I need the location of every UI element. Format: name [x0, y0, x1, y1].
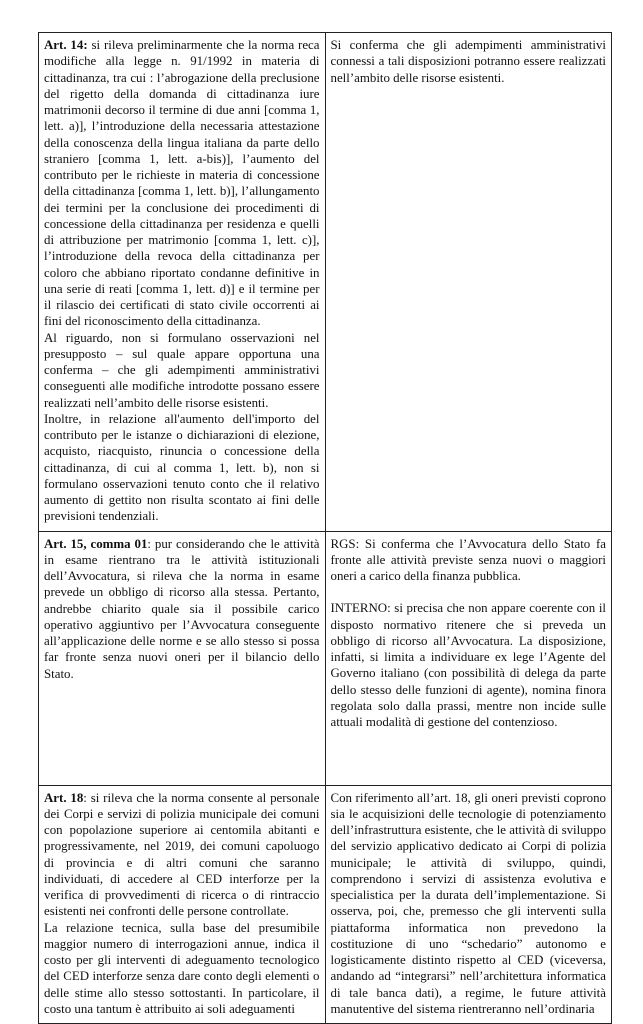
table-row	[39, 531, 612, 785]
response-cell	[325, 33, 612, 532]
paragraph	[44, 790, 320, 920]
paragraph-text: si rileva preliminarmente che la norma reca modifiche alla legge n. 91/1992 in materia di cittadinanza, tra cui : l’abrogazione della preclusione del rigetto della domanda di cittadinanza iure matrimonii decorso il termine di due anni [comma 1, lett. a)], l’introduzione della necessaria attestazione della conoscenza della lingua italiana da parte dello straniero [comma 1, lett. a-bis)], l’aumento del contributo per le richieste in materia di concessione della cittadinanza [comma 1, lett. b)], l’allungamento dei termini per la conclusione dei procedimenti di concessione della cittadinanza per residenza e quelli di attribuzione per matrimonio [comma 1, lett. c)], l’introduzione della revoca della cittadinanza per coloro che abbiano riportato condanne definitive in una serie di reati [comma 1, lett. d)] e il termine per il rilascio dei certificati di stato civile occorrenti ai fini del riconoscimento della cittadinanza.	[44, 38, 320, 329]
response-cell	[325, 785, 612, 1024]
table-row	[39, 785, 612, 1024]
paragraph: Al riguardo, non si formulano osservazioni nel presupposto – sul quale appare opportuna una conferma – che gli adempimenti amministrativi conseguenti alle modifiche introdotte possano essere realizzati nell’ambito delle risorse esistenti.	[44, 330, 320, 410]
paragraph	[44, 536, 320, 682]
paragraph	[44, 37, 320, 330]
response-cell	[325, 531, 612, 785]
paragraph: La relazione tecnica, sulla base del presumibile maggior numero di interrogazioni annue, indica il costo per gli interventi di adeguamento tecnologico del CED interforze senza dare conto degli elementi o delle stime allo stesso sottostanti. In particolare, il costo una tantum è attribuito ai soli adeguamenti	[44, 920, 320, 1016]
observation-cell	[39, 33, 326, 532]
observation-cell	[39, 531, 326, 785]
paragraph-text: : si rileva che la norma consente al personale dei Corpi e servizi di polizia municipale dei comuni con popolazione superiore ai centomila abitanti e progressivamente, nel 2019, dei comuni capoluogo di provincia e di altri comuni che saranno individuati, di accedere al CED interforze per la verifica di provvedimenti di ricerca o di rintraccio esistenti nei confronti delle persone controllate.	[44, 790, 320, 919]
paragraph: Si conferma che gli adempimenti amministrativi connessi a tali disposizioni potranno essere realizzati nell’ambito delle risorse esistenti.	[330, 38, 606, 85]
document-page	[38, 32, 612, 1016]
paragraph: Inoltre, in relazione all'aumento dell'importo del contributo per le istanze o dichiarazioni di elezione, acquisto, riacquisto, rinuncia o concessione della cittadinanza, di cui al comma 1, lett. b), non si formulano osservazioni tenuto conto che il relativo aumento di gettito non risulta scontato ai fini delle previsioni tendenziali.	[44, 411, 320, 524]
article-heading: Art. 15, comma 01	[44, 536, 148, 551]
paragraph: INTERNO: si precisa che non appare coerente con il disposto normativo ritenere che si preveda un obbligo di ricorso all’Avvocatura. La disposizione, infatti, si limita a individuare ex lege l’Agente del Governo italiano (con possibilità di delega da parte dello stesso delle funzioni di agente), nomina finora regolata solo dalla prassi, mentre non incide sulle attuali modalità di gestione del contenzioso.	[330, 601, 606, 729]
table-row	[39, 33, 612, 532]
article-heading: Art. 18	[44, 790, 84, 805]
observation-cell	[39, 785, 326, 1024]
paragraph-text: : pur considerando che le attività in esame rientrano tra le attività istituzionali dell’Avvocatura, si rileva che la norma in esame prevede un obbligo di ricorso alla stessa. Pertanto, andrebbe chiarito quale sia il possibile carico operativo aggiuntivo per l’Avvocatura conseguente all’applicazione delle norme e se allo stesso si possa far fronte senza nuovi oneri per il bilancio dello Stato.	[44, 536, 320, 681]
paragraph: Con riferimento all’art. 18, gli oneri previsti coprono sia le acquisizioni delle tecnologie di potenziamento dell’infrastruttura esistente, che le attività di sviluppo del servizio applicativo dedicato ai Corpi di polizia municipale; le attività di sviluppo, quindi, comprendono i servizi di assistenza evolutiva e specialistica per la durata dell’implementazione. Si osserva, poi, che, premesso che gli interventi sulla piattaforma informatica non prevedono la costituzione di uno “schedario” autonomo e logisticamente distinto rispetto al CED (viceversa, andando ad “integrarsi” nell’architettura informatica di tale banca dati), a regime, le future attività manutentive del sistema rientreranno nell’ordinaria	[330, 790, 606, 1016]
article-heading: Art. 14:	[44, 38, 88, 52]
paragraph-spacer	[331, 584, 607, 600]
paragraph: RGS: Si conferma che l’Avvocatura dello Stato fa fronte alle attività previste senza nuovi o maggiori oneri a carico della finanza pubblica.	[330, 536, 606, 583]
observations-table	[38, 32, 612, 1024]
